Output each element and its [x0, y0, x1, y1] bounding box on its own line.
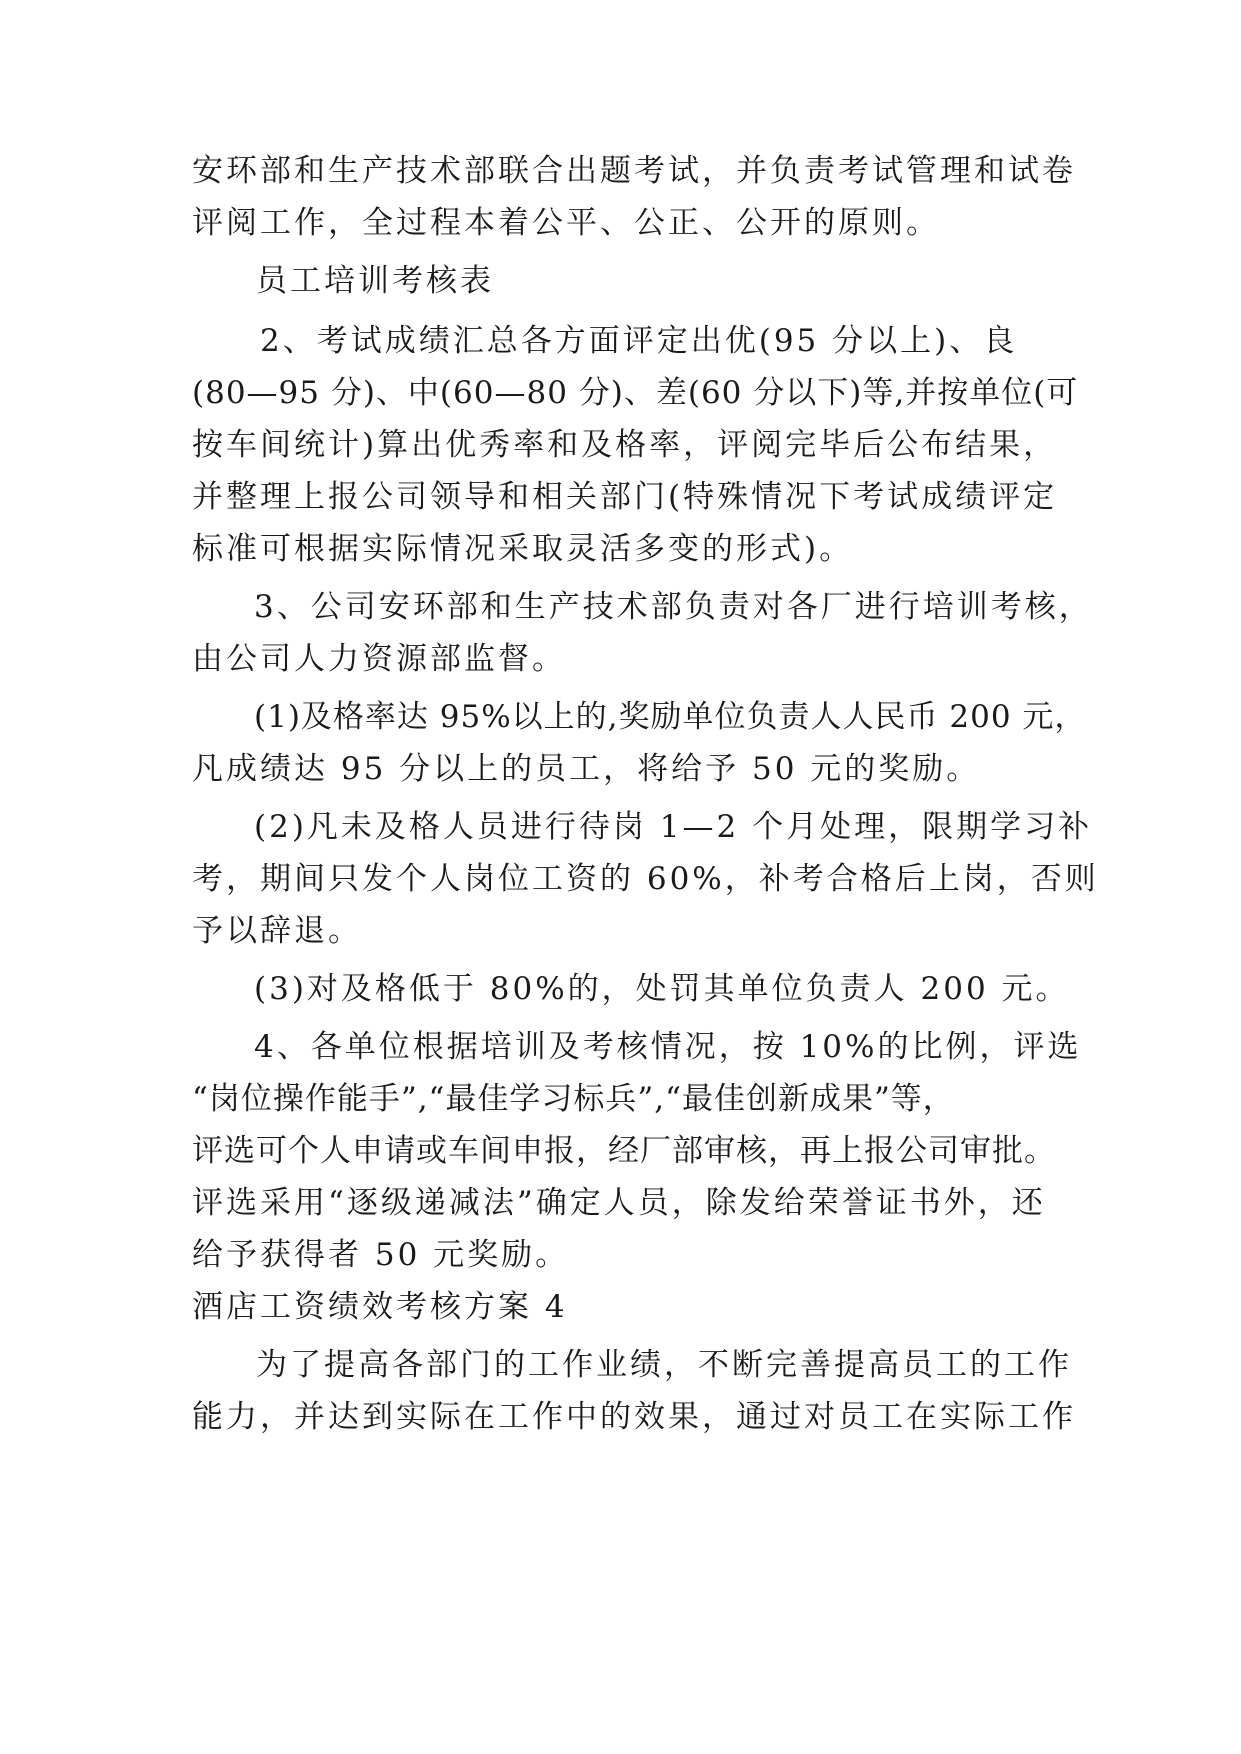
text-line: 安环部和生产技术部联合出题考试，并负责考试管理和试卷 [192, 153, 1076, 189]
text-line: 给予获得者 50 元奖励。 [192, 1237, 570, 1273]
text-line: 评阅工作，全过程本着公平、公正、公开的原则。 [192, 205, 940, 241]
text-line: (1)及格率达 95%以上的,奖励单位负责人人民币 200 元， [254, 699, 1087, 735]
text-line: (3)对及格低于 80%的，处罚其单位负责人 200 元。 [254, 971, 1070, 1007]
text-line: 标准可根据实际情况采取灵活多变的形式)。 [192, 531, 854, 567]
text-line: 并整理上报公司领导和相关部门(特殊情况下考试成绩评定 [192, 479, 1058, 515]
text-line: 考，期间只发个人岗位工资的 60%，补考合格后上岗，否则 [192, 861, 1099, 897]
text-line: 由公司人力资源部监督。 [192, 641, 566, 677]
text-line: 按车间统计)算出优秀率和及格率，评阅完毕后公布结果， [192, 427, 1058, 463]
text-line: 凡成绩达 95 分以上的员工，将给予 50 元的奖励。 [192, 751, 981, 787]
text-line: 为了提高各部门的工作业绩，不断完善提高员工的工作 [256, 1347, 1072, 1383]
section-heading: 酒店工资绩效考核方案 4 [192, 1289, 568, 1325]
text-line: 能力，并达到实际在工作中的效果，通过对员工在实际工作 [192, 1399, 1076, 1435]
text-line: 予以辞退。 [192, 913, 362, 949]
text-line: 3、公司安环部和生产技术部负责对各厂进行培训考核， [254, 589, 1093, 625]
text-line: (2)凡未及格人员进行待岗 1—2 个月处理，限期学习补 [254, 809, 1093, 845]
text-line: 评选可个人申请或车间申报，经厂部审核，再上报公司审批。 [192, 1133, 1056, 1169]
text-line: 2、考试成绩汇总各方面评定出优(95 分以上)、良 [260, 323, 1018, 359]
text-line: (80—95 分)、中(60—80 分)、差(60 分以下)等,并按单位(可 [192, 375, 1079, 411]
table-caption: 员工培训考核表 [256, 263, 494, 299]
text-line: 4、各单位根据培训及考核情况，按 10%的比例，评选 [254, 1029, 1082, 1065]
text-line: 评选采用“逐级递减法”确定人员，除发给荣誉证书外，还 [192, 1185, 1046, 1221]
text-line: “岗位操作能手”,“最佳学习标兵”,“最佳创新成果”等， [192, 1081, 955, 1117]
